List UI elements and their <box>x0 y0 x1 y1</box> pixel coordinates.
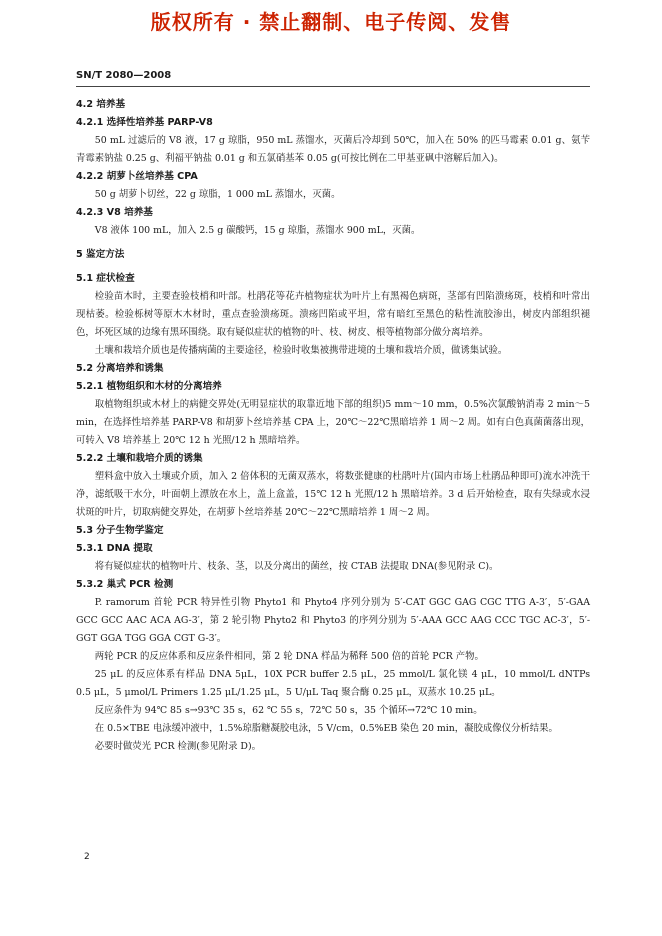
header-rule <box>76 86 590 87</box>
paragraph: 50 g 胡萝卜切丝，22 g 琼脂，1 000 mL 蒸馏水，灭菌。 <box>94 189 341 200</box>
section-heading: 4.2.2 胡萝卜丝培养基 CPA <box>76 171 198 182</box>
paragraph: 反应条件为 94℃ 85 s→93℃ 35 s，62 ℃ 55 s，72℃ 50 s，35 个循环→72℃ 10 min。 <box>94 705 483 716</box>
paragraph: P. ramorum 首轮 PCR 特异性引物 Phyto1 和 Phyto4 序列分别为 5′-CAT GGC GAG CGC TTG A-3′，5′-GAA GCC GCC AAC ACA AG-3′，第 2 轮引物 Phyto2 和 Phyto3 的序列分别为 5′-AAA GCC AAG CCC TGC AC-3′，5′-GGT GGA TGG GGA CGT G-3′。 <box>76 597 590 644</box>
section-heading: 5.2 分离培养和诱集 <box>76 363 164 374</box>
page-number: 2 <box>84 852 90 862</box>
section-heading: 5.2.2 土壤和栽培介质的诱集 <box>76 453 203 464</box>
paragraph: 将有疑似症状的植物叶片、枝条、茎，以及分离出的菌丝，按 CTAB 法提取 DNA(参见附录 C)。 <box>94 561 499 572</box>
paragraph: 检验苗木时，主要查验枝梢和叶部。杜鹃花等花卉植物症状为叶片上有黑褐色病斑，茎部有凹陷溃疡斑，枝梢和叶常出现枯萎。检验栎树等原木木材时，重点查验溃疡斑。溃疡凹陷或平坦，常有暗红至黑色的粘性流胶渗出，树皮内部组织褪色，坏死区域的边缘有黑环围绕。取有疑似症状的植物的叶、枝、树皮、根等植物部分做分离培养。 <box>76 291 590 338</box>
paragraph: V8 液体 100 mL，加入 2.5 g 碳酸钙，15 g 琼脂，蒸馏水 900 mL，灭菌。 <box>94 225 421 236</box>
standard-code: SN/T 2080—2008 <box>76 70 172 81</box>
paragraph: 塑料盒中放入土壤或介质，加入 2 倍体积的无菌双蒸水，将数张健康的杜鹃叶片(国内市场上杜鹃品种即可)流水冲洗干净，滤纸吸干水分，叶面朝上漂放在水上，盖上盒盖，15℃ 12 h 光照/12 h 黑暗培养。3 d 后开始检查，取有失绿或水浸状斑的叶片，切取病健交界处，在胡萝卜丝培养基 20℃～22℃黑暗培养 1 周～2 周。 <box>76 471 590 518</box>
paragraph: 两轮 PCR 的反应体系和反应条件相同，第 2 轮 DNA 样品为稀释 500 倍的首轮 PCR 产物。 <box>94 651 484 662</box>
section-heading: 5.3.1 DNA 提取 <box>76 543 153 554</box>
section-heading: 5.2.1 植物组织和木材的分离培养 <box>76 381 222 392</box>
paragraph: 土壤和栽培介质也是传播病菌的主要途径，检验时收集被携带进境的土壤和栽培介质，做诱集试验。 <box>94 345 508 356</box>
document-body <box>76 96 590 756</box>
section-heading: 5.3.2 巢式 PCR 检测 <box>76 579 174 590</box>
paragraph: 取植物组织或木材上的病健交界处(无明显症状的取靠近地下部的组织)5 mm～10 mm，0.5%次氯酸钠消毒 2 min～5 min，在选择性培养基 PARP-V8 和胡萝卜丝培养基 CPA 上，20℃～22℃黑暗培养 1 周～2 周。如有白色真菌菌落出现，可转入 V8 培养基上 20℃ 12 h 光照/12 h 黑暗培养。 <box>76 399 590 446</box>
section-heading: 4.2.3 V8 培养基 <box>76 207 153 218</box>
section-heading: 5 鉴定方法 <box>76 249 125 260</box>
section-heading: 5.3 分子生物学鉴定 <box>76 525 164 536</box>
section-heading: 5.1 症状检查 <box>76 273 135 284</box>
paragraph: 50 mL 过滤后的 V8 液，17 g 琼脂，950 mL 蒸馏水，灭菌后冷却到 50℃，加入在 50% 的匹马霉素 0.01 g、氨苄青霉素钠盐 0.25 g、利福平钠盐 0.01 g 和五氯硝基苯 0.05 g(可按比例在二甲基亚砜中溶解后加入)。 <box>76 135 590 164</box>
section-heading: 4.2 培养基 <box>76 99 126 110</box>
paragraph: 在 0.5×TBE 电泳缓冲液中，1.5%琼脂糖凝胶电泳，5 V/cm，0.5%EB 染色 20 min，凝胶成像仪分析结果。 <box>94 723 558 734</box>
paragraph: 必要时做荧光 PCR 检测(参见附录 D)。 <box>94 741 261 752</box>
section-heading: 4.2.1 选择性培养基 PARP-V8 <box>76 117 213 128</box>
paragraph: 25 μL 的反应体系有样品 DNA 5μL，10X PCR buffer 2.5 μL，25 mmol/L 氯化镁 4 μL，10 mmol/L dNTPs 0.5 μL，5 μmol/L Primers 1.25 μL/1.25 μL，5 U/μL Taq 聚合酶 0.25 μL，双蒸水 10.25 μL。 <box>76 669 590 698</box>
watermark-banner: 版权所有 · 禁止翻制、电子传阅、发售 <box>150 10 512 34</box>
